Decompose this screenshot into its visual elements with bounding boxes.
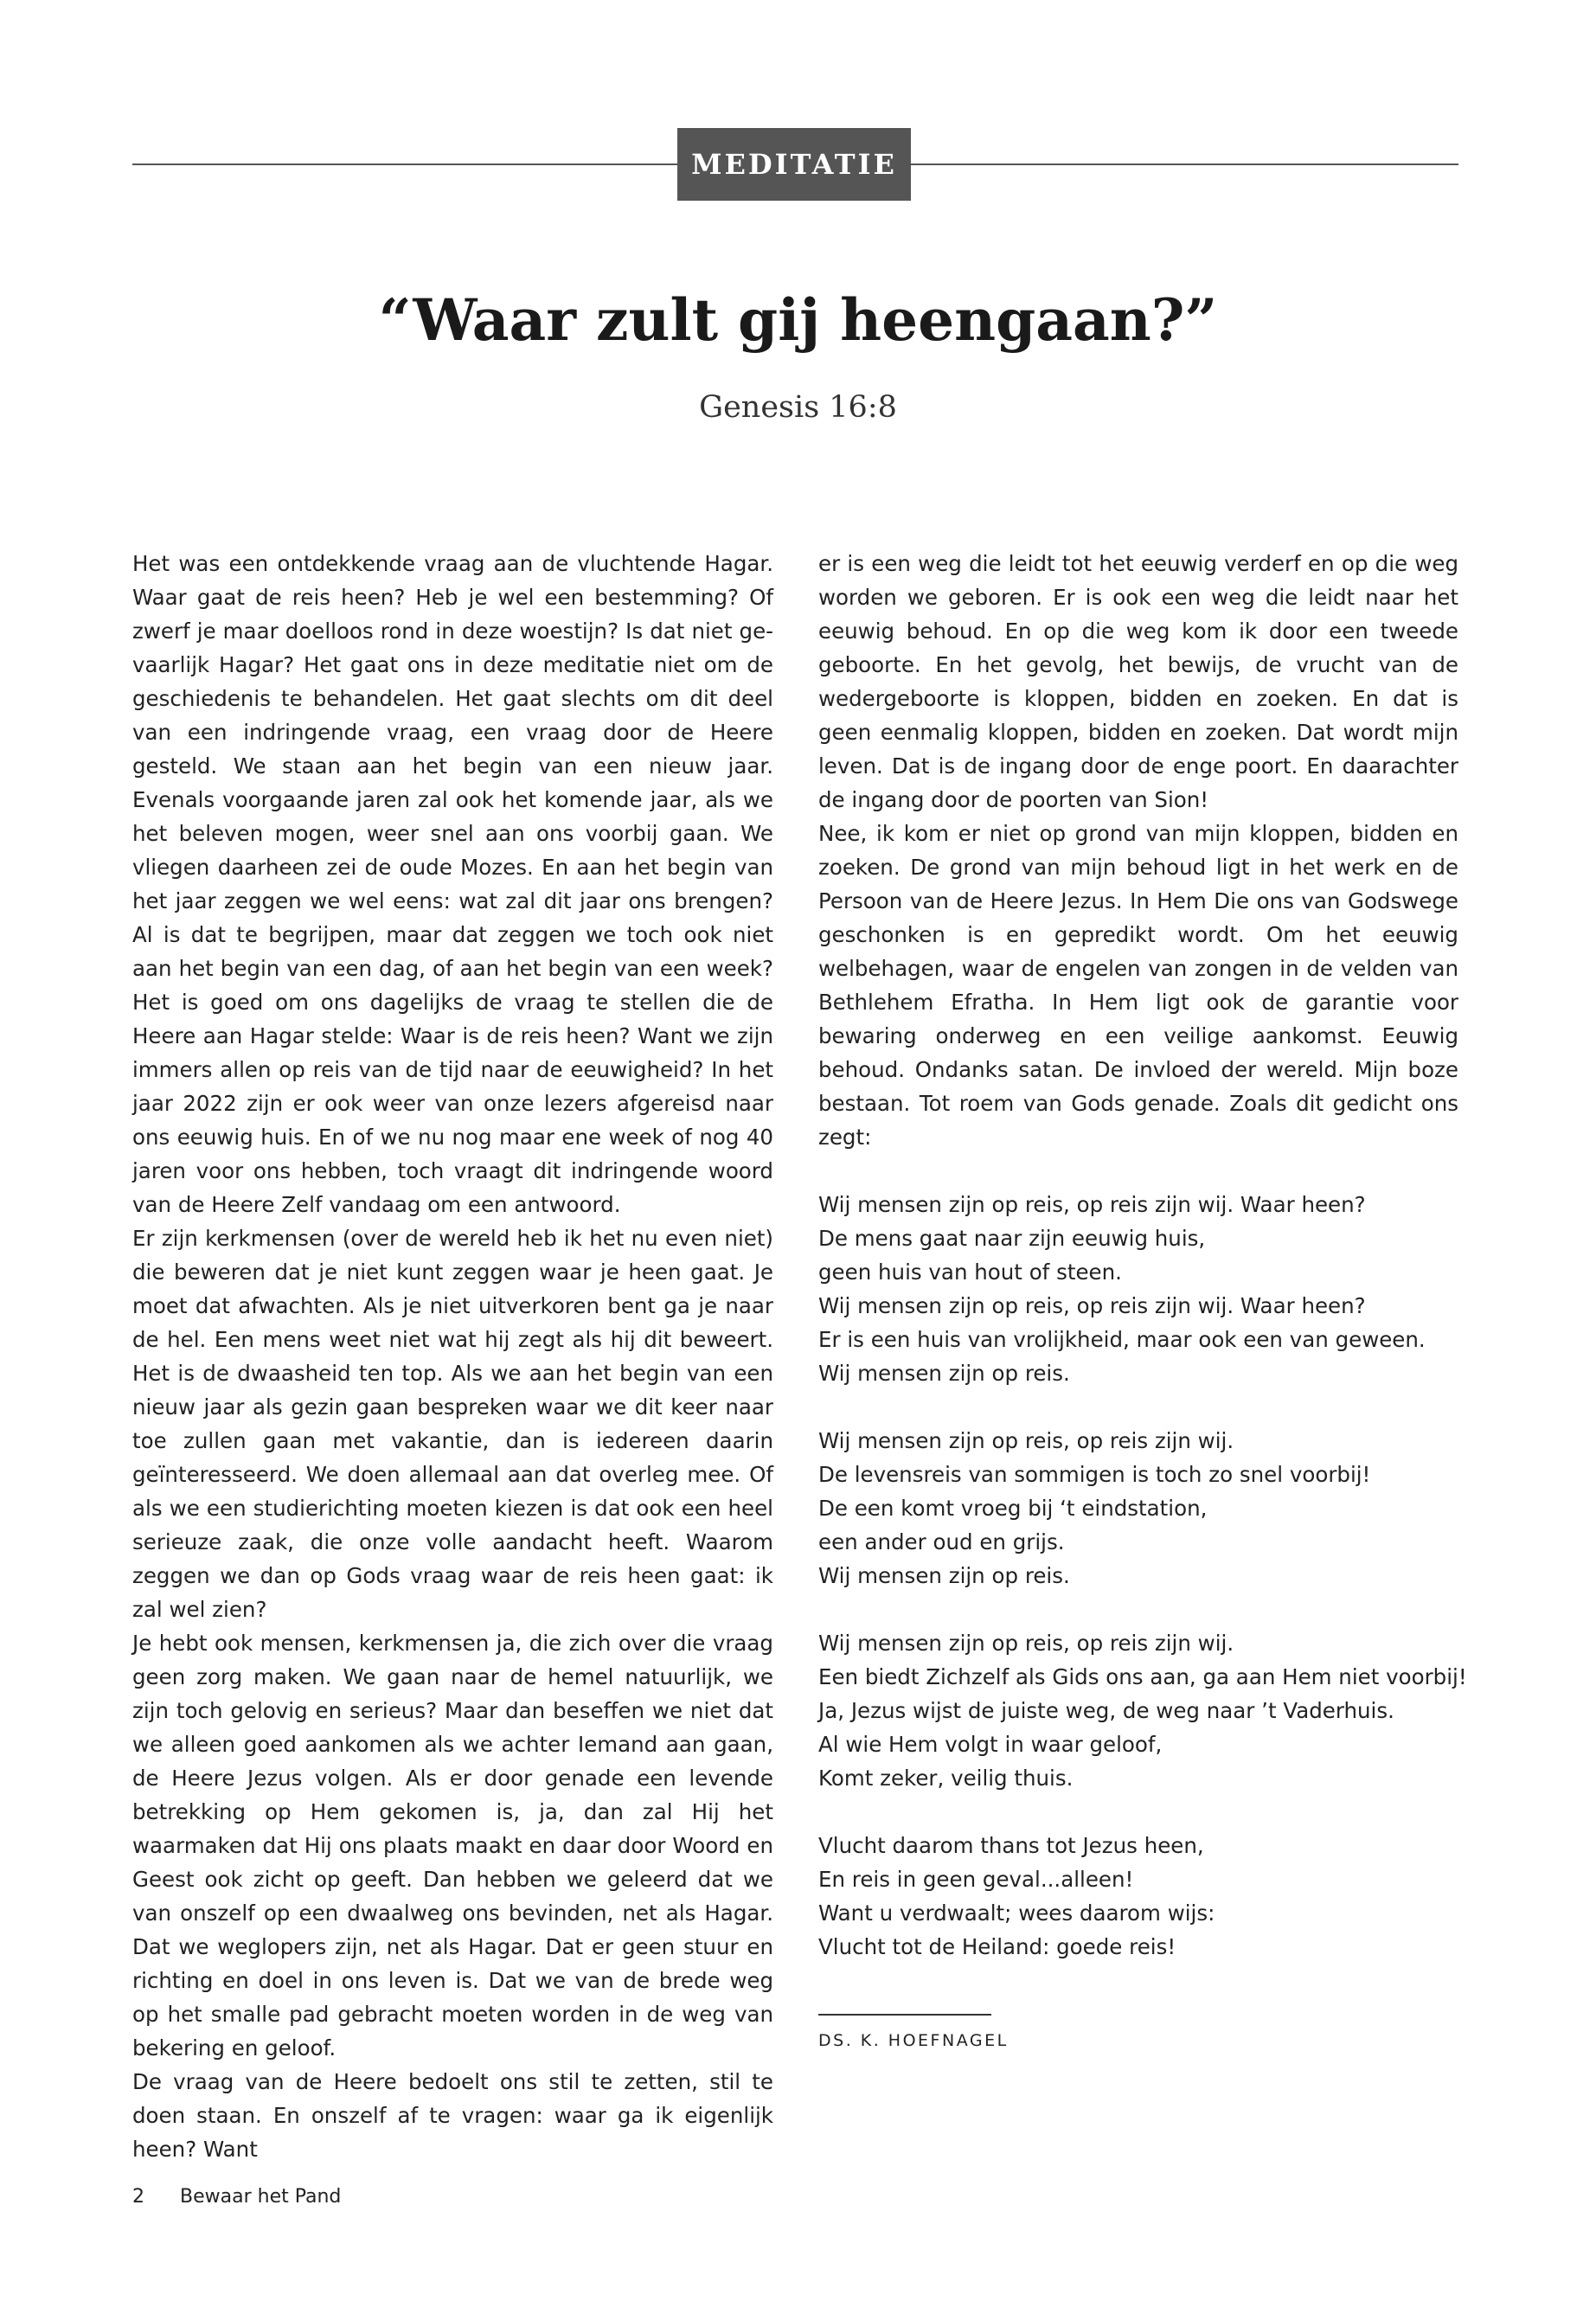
left-column bbox=[132, 547, 773, 2166]
poem-line: Vlucht daarom thans tot Jezus heen, bbox=[818, 1833, 1204, 1858]
article-title: “Waar zult gij heengaan?” bbox=[378, 286, 1218, 354]
poem-line: geen huis van hout of steen. bbox=[818, 1259, 1122, 1285]
poem-line: De een komt vroeg bij ‘t eindstation, bbox=[818, 1496, 1208, 1521]
paragraph: De vraag van de Heere bedoelt ons stil te zetten, stil te doen staan. En onszelf af te vragen: waar ga ik eigenlijk heen? Want bbox=[132, 2069, 773, 2162]
signature-rule bbox=[818, 2014, 991, 2016]
poem bbox=[818, 1188, 1467, 1964]
poem-line: Wij mensen zijn op reis. bbox=[818, 1563, 1070, 1588]
poem-line: Er is een huis van vrolijkheid, maar ook een van geween. bbox=[818, 1327, 1426, 1352]
poem-line: De levensreis van sommigen is toch zo snel voorbij! bbox=[818, 1462, 1371, 1487]
poem-line: Ja, Jezus wijst de juiste weg, de weg naar ’t Vaderhuis. bbox=[818, 1698, 1394, 1723]
poem-line: Wij mensen zijn op reis, op reis zijn wij. bbox=[818, 1631, 1234, 1656]
poem-line: En reis in geen geval...alleen! bbox=[818, 1867, 1134, 1892]
poem-line: Wij mensen zijn op reis, op reis zijn wij. bbox=[818, 1428, 1234, 1453]
paragraph: er is een weg die leidt tot het eeuwig verderf en op die weg worden we geboren. Er is ook een weg die leidt naar het eeuwig behoud. En op die weg kom ik door een tweede geboorte. En het gevolg, het bewijs, de vrucht van de wedergeboorte is kloppen, bidden en zoeken. En dat is geen eenmalig kloppen, bidden en zoeken. Dat wordt mijn leven. Dat is de ingang door de enge poort. En daarachter de ingang door de poorten van Sion! bbox=[818, 551, 1458, 812]
page-number: 2 bbox=[132, 2186, 144, 2208]
poem-line: Een biedt Zichzelf als Gids ons aan, ga aan Hem niet voorbij! bbox=[818, 1664, 1467, 1689]
poem-stanza bbox=[818, 1188, 1458, 1390]
right-column bbox=[818, 547, 1467, 1997]
poem-line: Al wie Hem volgt in waar geloof, bbox=[818, 1732, 1163, 1757]
section-header bbox=[132, 128, 1458, 202]
paragraph: Het was een ontdekkende vraag aan de vluchtende Hagar. Waar gaat de reis heen? Heb je wel een bestemming? Of zwerf je maar doelloos rond in deze woestijn? Is dat niet gevaarlijk Hagar? Het gaat ons in deze meditatie niet om de geschiedenis te behandelen. Het gaat slechts om dit deel van een indringende vraag, een vraag door de Heere gesteld. We staan aan het begin van een nieuw jaar. Evenals voorgaande jaren zal ook het komende jaar, als we het beleven mogen, weer snel aan ons voorbij gaan. We vliegen daarheen zei de oude Mozes. En aan het begin van het jaar zeggen we wel eens: wat zal dit jaar ons brengen? Al is dat te begrijpen, maar dat zeggen we toch ook niet aan het begin van een dag, of aan het begin van een week? Het is goed om ons dagelijks de vraag te stellen die de Heere aan Hagar stelde: Waar is de reis heen? Want we zijn immers allen op reis van de tijd naar de eeuwigheid? In het jaar 2022 zijn er ook weer van onze lezers afgereisd naar ons eeuwig huis. En of we nu nog maar ene week of nog 40 jaren voor ons hebben, toch vraagt dit indringende woord van de Heere Zelf vandaag om een antwoord. bbox=[132, 551, 773, 1217]
author-signature: DS. K. HOEFNAGEL bbox=[818, 2031, 1009, 2050]
poem-line: Want u verdwaalt; wees daarom wijs: bbox=[818, 1900, 1215, 1926]
page-footer bbox=[132, 2184, 341, 2210]
poem-stanza bbox=[818, 1424, 1458, 1593]
paragraph: Je hebt ook mensen, kerkmensen ja, die zich over die vraag geen zorg maken. We gaan naar de hemel natuurlijk, we zijn toch gelovig en serieus? Maar dan beseffen we niet dat we alleen goed aankomen als we achter Iemand aan gaan, de Heere Jezus volgen. Als er door genade een levende betrekking op Hem gekomen is, ja, dan zal Hij het waarmaken dat Hij ons plaats maakt en daar door Woord en Geest ook zicht op geeft. Dan hebben we geleerd dat we van onszelf op een dwaalweg ons bevinden, net als Hagar. Dat we weglopers zijn, net als Hagar. Dat er geen stuur en richting en doel in ons leven is. Dat we van de brede weg op het smalle pad gebracht moeten worden in de weg van bekering en geloof. bbox=[132, 1631, 773, 2061]
publication-name: Bewaar het Pand bbox=[180, 2186, 342, 2208]
paragraph: Nee, ik kom er niet op grond van mijn kloppen, bidden en zoeken. De grond van mijn behoud ligt in het werk en de Persoon van de Heere Jezus. In Hem Die ons van Godswege geschonken is en gepredikt wordt. Om het eeuwig welbehagen, waar de engelen van zongen in de velden van Bethlehem Efratha. In Hem ligt ook de garantie voor bewaring onderweg en een veilige aankomst. Eeuwig behoud. Ondanks satan. De invloed der wereld. Mijn boze bestaan. Tot roem van Gods genade. Zoals dit gedicht ons zegt: bbox=[818, 821, 1458, 1150]
bible-reference: Genesis 16:8 bbox=[699, 390, 897, 425]
poem-stanza bbox=[818, 1626, 1467, 1795]
paragraph: Er zijn kerkmensen (over de wereld heb ik het nu even niet) die beweren dat je niet kunt zeggen waar je heen gaat. Je moet dat afwachten. Als je niet uitverkoren bent ga je naar de hel. Een mens weet niet wat hij zegt als hij dit beweert. Het is de dwaasheid ten top. Als we aan het begin van een nieuw jaar als gezin gaan bespreken waar we dit keer naar toe zullen gaan met vakantie, dan is iedereen daarin geïnteresseerd. We doen allemaal aan dat overleg mee. Of als we een studierichting moeten kiezen is dat ook een heel serieuze zaak, die onze volle aandacht heeft. Waarom zeggen we dan op Gods vraag waar de reis heen gaat: ik zal wel zien? bbox=[132, 1226, 773, 1622]
section-label: MEDITATIE bbox=[677, 128, 911, 201]
poem-line: een ander oud en grijs. bbox=[818, 1529, 1065, 1554]
poem-line: Wij mensen zijn op reis, op reis zijn wij. Waar heen? bbox=[818, 1192, 1366, 1217]
poem-line: Wij mensen zijn op reis. bbox=[818, 1361, 1070, 1386]
poem-line: Komt zeker, veilig thuis. bbox=[818, 1766, 1074, 1791]
poem-stanza bbox=[818, 1829, 1458, 1964]
poem-line: De mens gaat naar zijn eeuwig huis, bbox=[818, 1226, 1206, 1251]
poem-line: Vlucht tot de Heiland: goede reis! bbox=[818, 1934, 1176, 1959]
poem-line: Wij mensen zijn op reis, op reis zijn wij. Waar heen? bbox=[818, 1293, 1366, 1318]
